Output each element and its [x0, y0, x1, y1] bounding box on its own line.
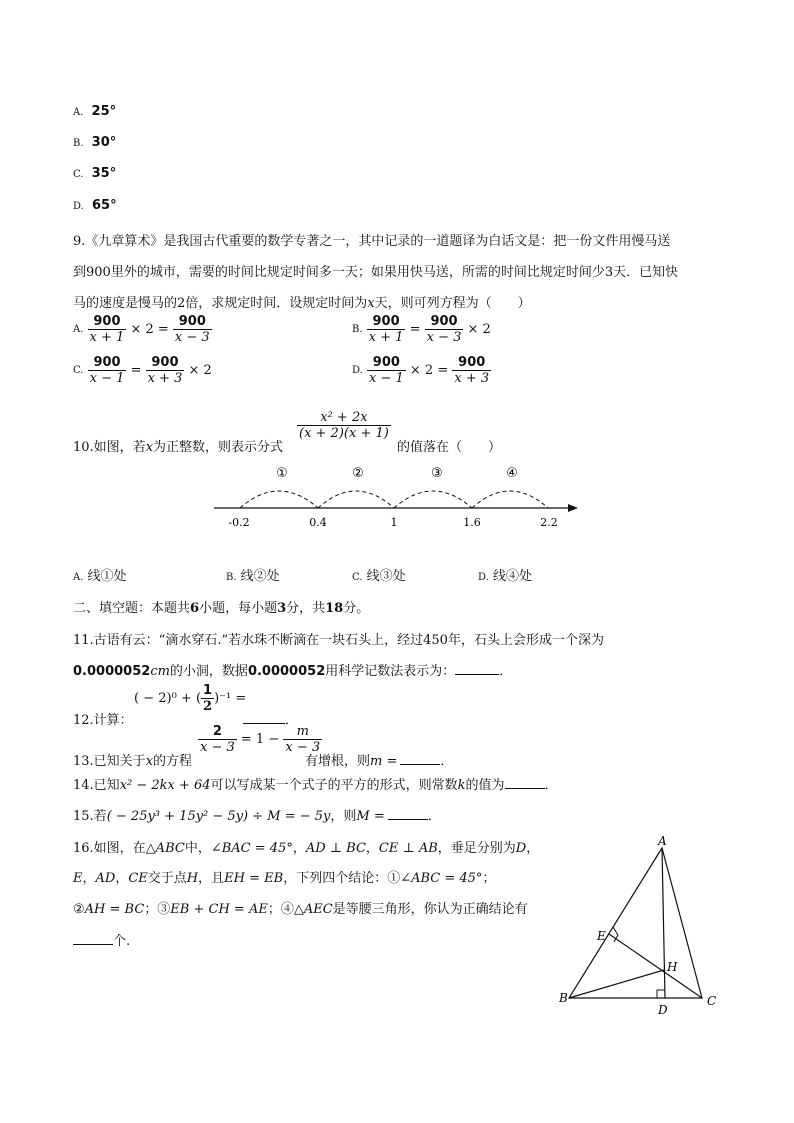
fraction: [201, 683, 214, 714]
numerator: 2: [212, 724, 222, 739]
expression: ( − 2)⁰ + (: [134, 691, 202, 706]
option-value: 65°: [91, 198, 117, 213]
variable: H: [186, 871, 199, 886]
question-14: [73, 774, 558, 793]
option-text: 线③处: [366, 569, 406, 584]
text: 里外的城市，需要的时间比规定时间多一天；如果用快马送，所需的时间比规定时间少: [110, 265, 605, 280]
answer-blank[interactable]: [73, 944, 113, 945]
option-value: 30°: [91, 135, 117, 150]
label-h: H: [667, 960, 678, 974]
q10-prefix: [73, 436, 283, 455]
text: 13.已知关于: [73, 754, 146, 769]
expression: AH = BC: [84, 902, 145, 917]
axis-arrow-icon: [568, 504, 578, 512]
q16-line-3: [73, 898, 528, 917]
operator: × 2: [467, 322, 491, 337]
denominator: x − 1: [368, 371, 404, 386]
denominator: x + 3: [454, 371, 490, 386]
text: 到: [73, 265, 87, 280]
text: 11.古语有云：“滴水穿石.”若水珠不断滴在一块石头上，经过: [73, 633, 424, 648]
variable: CE: [128, 871, 148, 886]
q8-option-b: [73, 135, 116, 150]
option-letter: A.: [73, 324, 84, 335]
text: 倍，求规定时间．设规定时间为: [185, 296, 368, 311]
q11-line-2: [73, 660, 512, 679]
unit: cm: [150, 664, 170, 679]
option-text: 线①处: [87, 569, 127, 584]
section-heading: [73, 597, 369, 616]
text: 有增根，则: [305, 754, 371, 769]
fraction: [367, 355, 406, 386]
text: 可以写成某一个式子的平方的形式，则常数: [210, 778, 458, 793]
answer-blank[interactable]: [505, 788, 545, 789]
fraction: [88, 355, 127, 386]
q9-line-1: 9.《九章算术》是我国古代重要的数学专著之一，其中记录的一道题译为白话文是：把一份文件用慢马送: [73, 234, 671, 249]
number: 6: [190, 601, 200, 616]
fraction: [367, 314, 406, 345]
text: 为正整数，则表示分式: [153, 440, 284, 455]
numerator: 900: [372, 314, 400, 329]
expression: △AEC: [293, 902, 333, 917]
q9-line-3: [73, 292, 531, 311]
text: ，: [82, 871, 96, 886]
option-letter: D.: [73, 201, 84, 212]
q16-line-2: [73, 867, 495, 886]
answer-blank[interactable]: [388, 819, 428, 820]
denominator: x − 3: [200, 740, 235, 755]
expression: )⁻¹ =: [214, 691, 247, 706]
tick-label: 1: [390, 516, 398, 529]
option-letter: C.: [352, 572, 363, 583]
option-value: 35°: [91, 166, 117, 181]
right-angle-d: [657, 990, 665, 998]
label-e: E: [597, 929, 606, 943]
q16-line-4: [73, 930, 130, 949]
variable: x: [145, 440, 154, 455]
expression: CE ⊥ AB: [378, 841, 438, 856]
denominator: x + 1: [368, 330, 404, 345]
label-c: C: [707, 994, 717, 1008]
arc-label-3: ③: [431, 466, 443, 481]
text: 的小洞，数据: [169, 664, 248, 679]
operator: =: [409, 322, 421, 337]
arc-4: [472, 491, 548, 508]
number: 3: [277, 601, 287, 616]
expression: AD ⊥ BC: [305, 841, 366, 856]
fraction: [198, 724, 237, 755]
text: 的值为: [465, 778, 505, 793]
text: ．: [544, 778, 558, 793]
numerator: 900: [151, 355, 179, 370]
q9-option-b: [352, 314, 491, 345]
q10-fraction: [297, 410, 391, 441]
variable: x: [367, 296, 375, 311]
q16-line-1: [73, 837, 539, 856]
numerator: 1: [203, 683, 213, 698]
q9-option-a: [73, 314, 212, 345]
q10-option-d: [478, 565, 532, 584]
tick-label: 2.2: [540, 516, 558, 529]
text: 16.如图，在: [73, 841, 146, 856]
text: 分。: [343, 601, 370, 616]
text: 10.如图，若: [73, 440, 146, 455]
text: 15.若: [73, 809, 107, 824]
number-line: [210, 458, 590, 530]
q10-option-c: [352, 565, 406, 584]
q8-option-d: [73, 198, 117, 213]
text: 年，石头上会形成一个深为: [447, 633, 604, 648]
text: ，且: [198, 871, 225, 886]
option-letter: D.: [478, 572, 489, 583]
arc-label-2: ②: [352, 466, 364, 481]
label-b: B: [559, 991, 568, 1005]
q10-option-a: [73, 565, 127, 584]
q10-suffix: 的值落在（ ）: [397, 440, 502, 455]
expression: x² − 2kx + 64: [119, 778, 211, 793]
text: ．: [440, 754, 454, 769]
q13-suffix: [305, 750, 453, 769]
text: 中，: [184, 841, 211, 856]
number: 0.0000052: [247, 664, 326, 679]
answer-blank[interactable]: [455, 674, 499, 675]
label-d: D: [658, 1003, 668, 1017]
altitude-ad: [662, 848, 665, 998]
text: ，下列四个结论：①: [283, 871, 401, 886]
fraction: [425, 314, 464, 345]
variable: k: [457, 778, 466, 793]
q13-prefix: [73, 750, 192, 769]
fraction: [173, 314, 212, 345]
number: 0.0000052: [73, 664, 151, 679]
number: 450: [423, 633, 448, 648]
denominator: 2: [203, 699, 213, 714]
denominator: x + 3: [147, 371, 183, 386]
q9-line-2: [73, 261, 678, 280]
fraction: [297, 410, 391, 441]
arc-3: [394, 491, 472, 508]
denominator: x + 1: [89, 330, 125, 345]
text: ，: [292, 841, 306, 856]
numerator: 900: [93, 355, 121, 370]
option-text: 线②处: [240, 569, 280, 584]
numerator: 900: [178, 314, 206, 329]
arc-label-4: ④: [506, 466, 518, 481]
option-letter: B.: [73, 138, 84, 149]
q9-option-c: [73, 355, 212, 386]
option-letter: A.: [73, 572, 84, 583]
fraction: [452, 355, 491, 386]
variable: AD: [95, 871, 116, 886]
tick-label: 1.6: [463, 516, 481, 529]
text: ；④: [267, 902, 294, 917]
option-letter: B.: [352, 324, 363, 335]
text: 二、填空题：本题共: [73, 601, 191, 616]
text: 个.: [113, 934, 131, 949]
expression: EB + CH = AE: [170, 902, 268, 917]
text: ，: [115, 871, 129, 886]
denominator: x − 1: [89, 371, 125, 386]
text: ，: [526, 841, 540, 856]
text: ；③: [144, 902, 171, 917]
number: 900: [86, 265, 111, 280]
text: ．: [285, 713, 299, 728]
text: 用科学记数法表示为：: [325, 664, 456, 679]
label-a: A: [658, 834, 667, 848]
denominator: x − 3: [426, 330, 462, 345]
denominator: (x + 2)(x + 1): [299, 426, 389, 441]
numerator: 900: [458, 355, 486, 370]
operator: =: [130, 363, 142, 378]
operator: × 2: [188, 363, 212, 378]
text: 交于点: [147, 871, 187, 886]
text: 14.已知: [73, 778, 120, 793]
denominator: x − 3: [174, 330, 210, 345]
q12-prefix: 12.计算：: [73, 713, 133, 728]
number: 18: [325, 601, 344, 616]
fraction: [88, 314, 127, 345]
answer-blank[interactable]: [400, 764, 440, 765]
expression: △ABC: [145, 841, 185, 856]
expression: EH = EB: [224, 871, 284, 886]
arc-label-1: ①: [276, 466, 288, 481]
option-letter: A.: [73, 107, 84, 118]
variable: x: [145, 754, 154, 769]
tick-label: -0.2: [228, 516, 250, 529]
q13-equation: [198, 724, 322, 755]
numerator: x² + 2x: [320, 410, 368, 425]
variable: D: [515, 841, 527, 856]
q10-option-b: [226, 565, 280, 584]
text: ，: [365, 841, 379, 856]
option-value: 25°: [91, 104, 117, 119]
expression: ∠ABC = 45°: [400, 871, 483, 886]
text: ．: [427, 809, 441, 824]
numerator: m: [296, 724, 309, 739]
text: ，垂足分别为: [437, 841, 516, 856]
number: 3: [604, 265, 614, 280]
operator: × 2 =: [409, 363, 449, 378]
option-text: 线④处: [492, 569, 532, 584]
numerator: 900: [430, 314, 458, 329]
text: 小题，每小题: [199, 601, 278, 616]
text: 天，则可列方程为（ ）: [374, 296, 531, 311]
expression: m =: [370, 754, 398, 769]
q12-expression: [134, 683, 246, 714]
text: ②: [73, 902, 85, 917]
arc-2: [318, 491, 394, 508]
text: 是等腰三角形，你认为正确结论有: [332, 902, 528, 917]
option-letter: B.: [226, 572, 237, 583]
question-15: [73, 805, 441, 824]
arc-1: [240, 491, 318, 508]
expression: M =: [356, 809, 385, 824]
text: ；: [482, 871, 496, 886]
tick-label: 0.4: [309, 516, 327, 529]
text: 分，共: [286, 601, 326, 616]
variable: E: [73, 871, 83, 886]
option-letter: C.: [73, 365, 84, 376]
expression: ∠BAC = 45°: [210, 841, 293, 856]
triangle-figure: [555, 830, 725, 1020]
text: 马的速度是慢马的: [73, 296, 178, 311]
numerator: 900: [93, 314, 121, 329]
q8-option-a: [73, 104, 116, 119]
option-letter: D.: [352, 365, 363, 376]
number: 2: [177, 296, 186, 311]
q9-option-d: [352, 355, 491, 386]
operator: = 1 −: [240, 732, 280, 747]
option-letter: C.: [73, 169, 84, 180]
text: ．: [499, 664, 513, 679]
q8-option-c: [73, 166, 116, 181]
denominator: x − 3: [285, 740, 321, 755]
text: 天．已知快: [613, 265, 679, 280]
text: 的方程: [153, 754, 193, 769]
fraction: [146, 355, 185, 386]
text: ，则: [330, 809, 357, 824]
q11-line-1: [73, 629, 604, 648]
operator: × 2 =: [130, 322, 169, 337]
expression: ( − 25y³ + 15y² − 5y) ÷ M = − 5y: [106, 809, 331, 824]
triangle-abc: [569, 848, 702, 998]
numerator: 900: [372, 355, 400, 370]
